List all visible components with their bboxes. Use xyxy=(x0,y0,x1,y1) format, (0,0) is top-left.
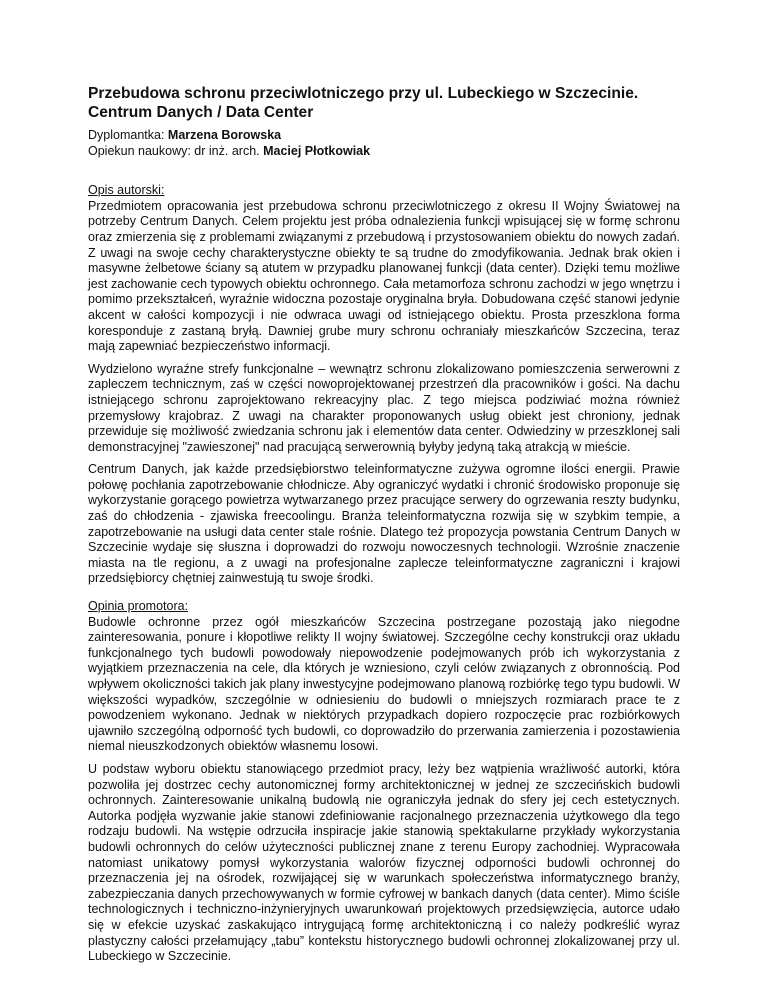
supervisor-opinion-paragraph: Budowle ochronne przez ogół mieszkańców Szczecina postrzegane pozostają jako niegodne zainteresowania, ponure i kłopotliwe relikty II wojny światowej. Szczególne cechy konstrukcji oraz układu funkcjonalnego tych budowli powodowały niepowodzenie podejmowanych prób ich wykorzystania z wyjątkiem przeznaczenia na cele, dla których je wzniesiono, czyli celów związanych z obronnością. Pod wpływem okoliczności takich jak plany inwestycyjne podejmowano planową rozbiórkę tego typu budowli. W większości wypadków, szczególnie w odniesieniu do budowli o mniejszych rozmiarach prace te z powodzeniem wykonano. Jednak w niektórych przypadkach dopiero rozpoczęcie prac rozbiórkowych ujawniło szczególną odporność tych budowli, co doprowadziło do przerwania zamierzenia i pozostawienia niemal nieuszkodzonych obiektów własnemu losowi. xyxy=(88,614,680,754)
document-title xyxy=(88,84,680,122)
author-line xyxy=(88,128,680,144)
title-line-1: Przebudowa schronu przeciwlotniczego przy ul. Lubeckiego w Szczecinie. xyxy=(88,85,639,102)
supervisor-name: Maciej Płotkowiak xyxy=(263,143,371,158)
author-description-label: Opis autorski: xyxy=(88,183,165,198)
supervisor-opinion-section xyxy=(88,599,680,965)
author-description-paragraph: Centrum Danych, jak każde przedsiębiorstwo teleinformatyczne zużywa ogromne ilości energii. Prawie połowę pochłania zapotrzebowanie chłodnicze. Aby ograniczyć wydatki i chronić środowisko proponuje się wykorzystanie gorącego powietrza wytwarzanego przez pracujące serwery do ogrzewania reszty budynku, zaś do chłodzenia - zjawiska freecoolingu. Branża teleinformatyczna rozwija się w szybkim tempie, a zapotrzebowanie na usługi data center stale rośnie. Dlatego też propozycja powstania Centrum Danych w Szczecinie wydaje się słuszna i doprowadzi do rozwoju nowoczesnych technologii. Wzrośnie znaczenie miasta na tle regionu, a z uwagi na profesjonalne zaplecze teleinformatyczne zagraniczni i krajowi przedsiębiorcy chętniej zainwestują tu swoje środki. xyxy=(88,462,680,586)
document-page xyxy=(88,84,680,965)
author-name: Marzena Borowska xyxy=(167,128,282,142)
author-description-paragraph: Przedmiotem opracowania jest przebudowa schronu przeciwlotniczego z okresu II Wojny Światowej na potrzeby Centrum Danych. Celem projektu jest próba odnalezienia funkcji wpisującej się w formę schronu oraz zmierzenia się z problemami związanymi z przebudową i przystosowaniem obiektu do nowych zadań. Z uwagi na swoje cechy charakterystyczne obiekty te są trudne do zmodyfikowania. Jednak brak okien i masywne żelbetowe ściany są atutem w przypadku planowanej funkcji (data center). Dzięki temu możliwe jest zachowanie cech typowych obiektu ochronnego. Cała metamorfoza schronu zachodzi w jego wnętrzu i pomimo przekształceń, wyraźnie widoczna pozostaje oryginalna bryła. Dobudowana część stanowi jedynie akcent w całości kompozycji i nie odwraca uwagi od istniejącego obiektu. Prosta przeszklona forma koresponduje z zastaną bryłą. Dawniej grube mury schronu ochraniały mieszkańców Szczecina, teraz mają zapewniać bezpieczeństwo informacji. xyxy=(88,198,680,354)
supervisor-opinion-paragraph: U podstaw wyboru obiektu stanowiącego przedmiot pracy, leży bez wątpienia wrażliwość autorki, która pozwoliła jej dostrzec cechy autonomicznej formy architektonicznej w jednej ze szczecińskich budowli ochronnych. Zainteresowanie unikalną budowlą nie ograniczyła jednak do sfery jej cech estetycznych. Autorka podjęła wyzwanie jakie stanowi zdefiniowanie racjonalnego przeznaczenia użytkowego dla tego rodzaju budowli. Na wstępie odrzuciła inspiracje jakie stanowią spektakularne przykłady wykorzystania budowli ochronnych do celów użyteczności publicznej znane z terenu Europy zachodniej. Wypracowała natomiast unikatowy pomysł wykorzystania walorów fizycznej odporności budowli ochronnej do przeznaczenia jej na ośrodek, rozwijającej się w warunkach społeczeństwa informatycznego branży, zabezpieczania danych przechowywanych w formie cyfrowej w bankach danych (data center). Mimo ściśle technologicznych i techniczno-inżynieryjnych uwarunkowań projektowych przedsięwzięcia, autorce udało się w efekcie uzyskać zaskakująco intrygującą formę architektoniczną i co należy podkreślić wyraz plastyczny całości przełamujący „tabu” kontekstu historycznego budowli ochronnej zlokalizowanej przy ul. Lubeckiego w Szczecinie. xyxy=(88,761,680,964)
supervisor-opinion-heading xyxy=(88,599,680,615)
title-line-2: Centrum Danych / Data Center xyxy=(88,104,314,121)
author-description-paragraph: Wydzielono wyraźne strefy funkcjonalne – wewnątrz schronu zlokalizowano pomieszczenia serwerowni z zapleczem technicznym, zaś w części nowoprojektowanej przestrzeń dla pracowników i gości. Na dachu istniejącego schronu zaprojektowano rekreacyjny plac. Z tego miejsca podziwiać można również przemysłowy krajobraz. Z uwagi na charakter proponowanych usług obiekt jest chroniony, jednak przewiduje się możliwość zwiedzania schronu jak i elementów data center. Odwiedziny w przeszklonej sali demonstracyjnej "zawieszonej" nad pracującą serwerownią byłyby jedyną taką atrakcją w mieście. xyxy=(88,361,680,454)
supervisor-prefix: Opiekun naukowy: dr inż. arch. xyxy=(88,143,264,158)
author-prefix: Dyplomantka: xyxy=(88,128,168,142)
supervisor-line xyxy=(88,144,680,160)
supervisor-opinion-label: Opinia promotora: xyxy=(88,599,189,614)
author-description-heading xyxy=(88,183,680,199)
author-description-section xyxy=(88,183,680,587)
metadata-block xyxy=(88,128,680,159)
